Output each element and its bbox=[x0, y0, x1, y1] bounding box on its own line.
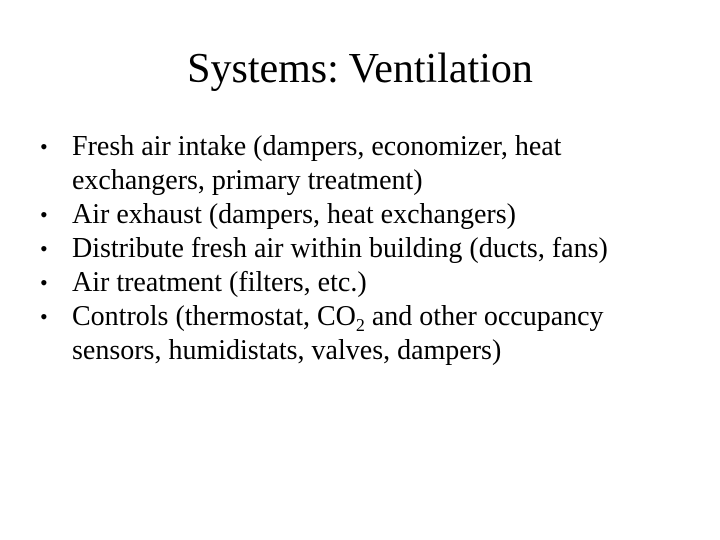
bullet-icon: • bbox=[40, 236, 48, 261]
bullet-icon: • bbox=[40, 270, 48, 295]
bullet-text: Air treatment (filters, etc.) bbox=[72, 267, 367, 298]
bullet-controls bbox=[40, 300, 690, 368]
bullet-distribute-fresh-air bbox=[40, 232, 690, 266]
bullet-text: Air exhaust (dampers, heat exchangers) bbox=[72, 199, 516, 230]
bullet-text: Fresh air intake (dampers, economizer, heat exchangers, primary treatment) bbox=[72, 131, 562, 196]
bullet-air-treatment bbox=[40, 266, 690, 300]
co2-subscript: 2 bbox=[355, 315, 365, 335]
controls-text-after: and other occupancy sensors, humidistats, valves, dampers) bbox=[72, 301, 604, 366]
bullet-icon: • bbox=[40, 304, 48, 329]
bullet-icon: • bbox=[40, 202, 48, 227]
slide-title: Systems: Ventilation bbox=[187, 46, 533, 92]
bullet-icon: • bbox=[40, 134, 48, 159]
bullet-fresh-air-intake bbox=[40, 130, 690, 198]
bullet-list bbox=[40, 130, 690, 368]
bullet-text bbox=[72, 301, 604, 366]
controls-text-before: Controls (thermostat, CO bbox=[72, 301, 356, 332]
bullet-text: Distribute fresh air within building (ducts, fans) bbox=[72, 233, 608, 264]
bullet-air-exhaust bbox=[40, 198, 690, 232]
